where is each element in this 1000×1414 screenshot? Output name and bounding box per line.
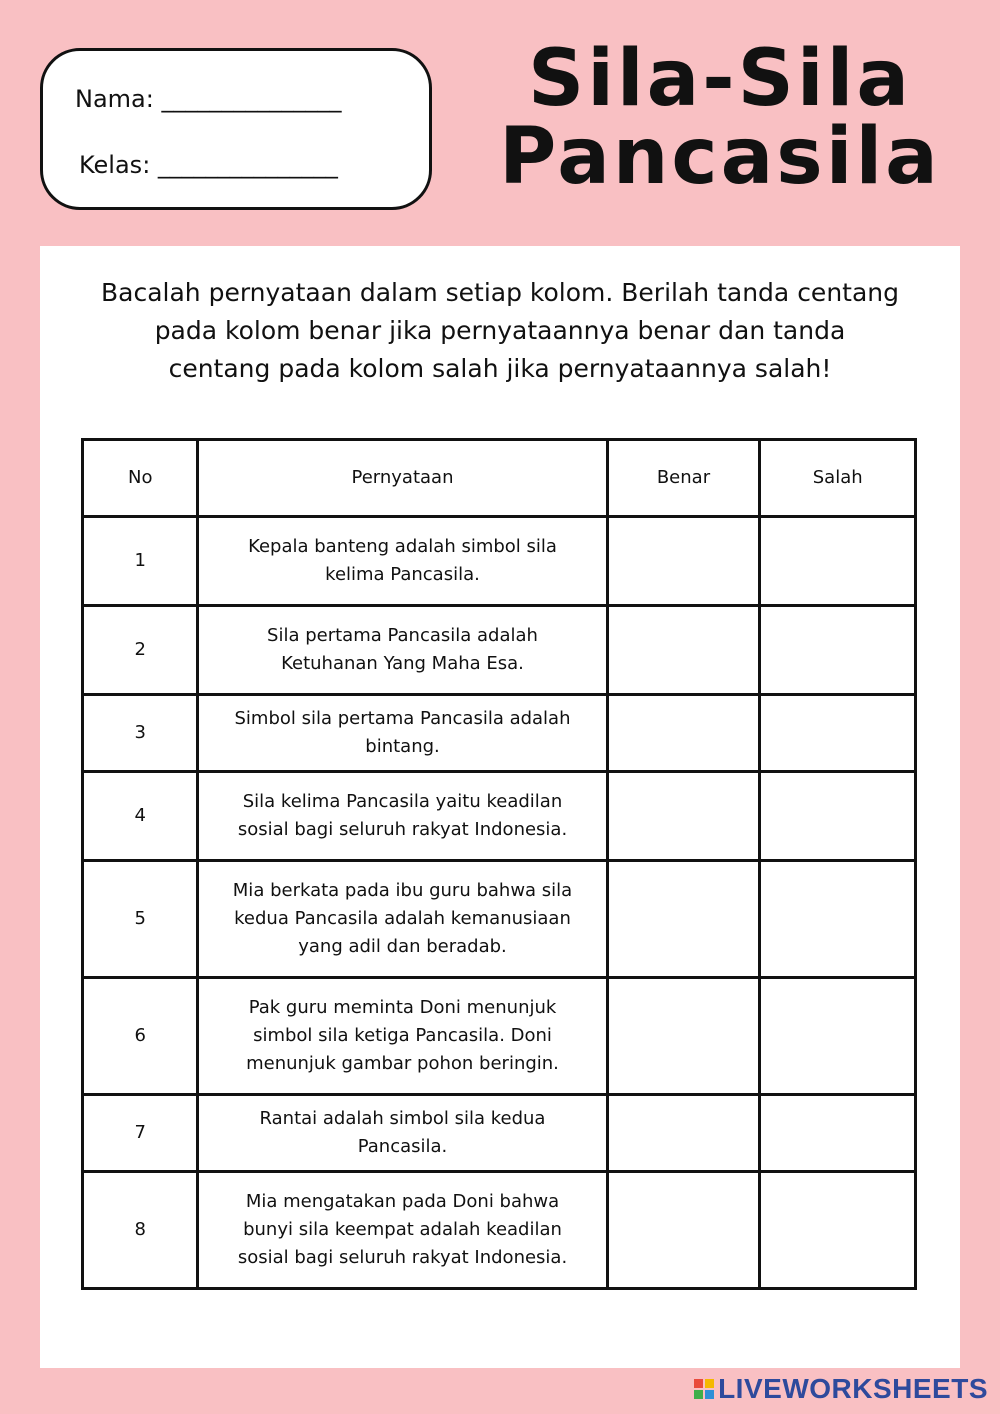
name-field-label: Nama: _______________	[75, 85, 342, 113]
true-checkbox-cell[interactable]	[607, 1095, 760, 1172]
false-checkbox-cell[interactable]	[760, 517, 916, 606]
logo-mark-square	[705, 1390, 714, 1399]
row-number: 3	[83, 695, 198, 772]
column-header-no: No	[83, 440, 198, 517]
page-title	[470, 34, 970, 202]
row-statement: Rantai adalah simbol sila kedua Pancasila.	[198, 1095, 607, 1172]
logo-mark-square	[694, 1390, 703, 1399]
row-number: 8	[83, 1172, 198, 1289]
brand-name: LIVEWORKSHEETS	[718, 1373, 988, 1404]
true-checkbox-cell[interactable]	[607, 978, 760, 1095]
row-statement: Sila pertama Pancasila adalah Ketuhanan Yang Maha Esa.	[198, 606, 607, 695]
false-checkbox-cell[interactable]	[760, 978, 916, 1095]
column-header-false: Salah	[760, 440, 916, 517]
row-statement: Simbol sila pertama Pancasila adalah bintang.	[198, 695, 607, 772]
statement-table	[81, 438, 917, 1290]
table-row	[83, 1095, 916, 1172]
row-number: 7	[83, 1095, 198, 1172]
true-checkbox-cell[interactable]	[607, 606, 760, 695]
row-number: 6	[83, 978, 198, 1095]
table-row	[83, 772, 916, 861]
column-header-true: Benar	[607, 440, 760, 517]
true-checkbox-cell[interactable]	[607, 695, 760, 772]
row-statement: Kepala banteng adalah simbol sila kelima Pancasila.	[198, 517, 607, 606]
column-header-statement: Pernyataan	[198, 440, 607, 517]
table-row	[83, 861, 916, 978]
row-statement: Mia berkata pada ibu guru bahwa sila kedua Pancasila adalah kemanusiaan yang adil dan beradab.	[198, 861, 607, 978]
logo-mark-square	[694, 1379, 703, 1388]
liveworksheets-mark-icon	[694, 1379, 714, 1399]
title-line-1: Sila-Sila	[528, 34, 912, 124]
row-statement: Mia mengatakan pada Doni bahwa bunyi sila keempat adalah keadilan sosial bagi seluruh rakyat Indonesia.	[198, 1172, 607, 1289]
row-number: 2	[83, 606, 198, 695]
liveworksheets-logo	[694, 1373, 988, 1405]
table-row	[83, 978, 916, 1095]
true-checkbox-cell[interactable]	[607, 1172, 760, 1289]
false-checkbox-cell[interactable]	[760, 772, 916, 861]
logo-mark-square	[705, 1379, 714, 1388]
true-checkbox-cell[interactable]	[607, 517, 760, 606]
true-checkbox-cell[interactable]	[607, 861, 760, 978]
false-checkbox-cell[interactable]	[760, 1172, 916, 1289]
row-number: 4	[83, 772, 198, 861]
instructions-text: Bacalah pernyataan dalam setiap kolom. Berilah tanda centang pada kolom benar jika pernyataannya benar dan tanda centang pada kolom salah jika pernyataannya salah!	[100, 278, 899, 383]
row-statement: Sila kelima Pancasila yaitu keadilan sosial bagi seluruh rakyat Indonesia.	[198, 772, 607, 861]
row-number: 1	[83, 517, 198, 606]
table-row	[83, 1172, 916, 1289]
table-header-row	[83, 440, 916, 517]
row-statement: Pak guru meminta Doni menunjuk simbol sila ketiga Pancasila. Doni menunjuk gambar pohon beringin.	[198, 978, 607, 1095]
table-row	[83, 517, 916, 606]
true-checkbox-cell[interactable]	[607, 772, 760, 861]
table-row	[83, 606, 916, 695]
row-number: 5	[83, 861, 198, 978]
false-checkbox-cell[interactable]	[760, 695, 916, 772]
class-field-label: Kelas: _______________	[79, 151, 338, 179]
table-row	[83, 695, 916, 772]
false-checkbox-cell[interactable]	[760, 861, 916, 978]
student-info-box	[40, 48, 432, 210]
false-checkbox-cell[interactable]	[760, 1095, 916, 1172]
false-checkbox-cell[interactable]	[760, 606, 916, 695]
title-line-2: Pancasila	[499, 112, 941, 202]
worksheet-panel	[40, 246, 960, 1368]
